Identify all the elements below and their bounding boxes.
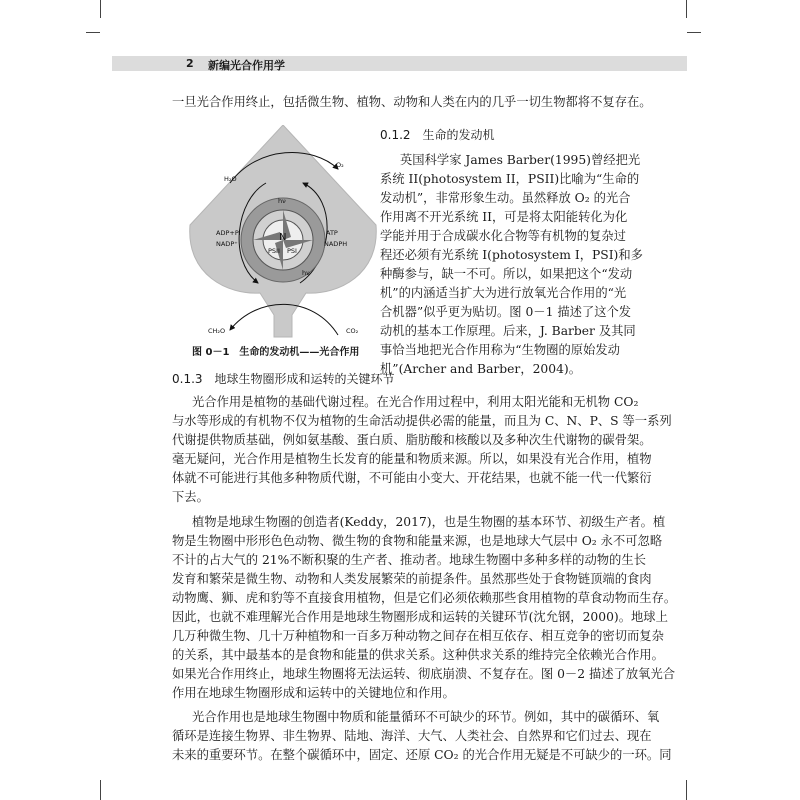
text-line: 动机的基本工作原理。后来，J. Barber 及其同 — [380, 324, 636, 338]
text-line: 光合作用是植物的基础代谢过程。在光合作用过程中，利用太阳光能和无机物 CO₂ — [192, 395, 639, 409]
label-atp: ATP — [326, 229, 338, 237]
text-line: 作用在地球生物圈形成和运转中的关键地位和作用。 — [172, 686, 455, 700]
text-line: 的关系，其中最基本的是食物和能量的供求关系。这种供求关系的维持完全依赖光合作用。 — [172, 648, 664, 662]
text-line: 事恰当地把光合作用称为“生物圈的原始发动 — [380, 343, 620, 357]
text-line: 光合作用也是地球生物圈中物质和能量循环不可缺少的环节。例如，其中的碳循环、氧 — [192, 710, 660, 724]
book-title: 新编光合作用学 — [208, 59, 285, 72]
label-psii: PSII — [268, 247, 280, 255]
page-number: 2 — [186, 57, 194, 70]
intro-line: 一旦光合作用终止，包括微生物、植物、动物和人类在内的几乎一切生物都将不复存在。 — [172, 95, 652, 109]
crop-mark — [686, 780, 687, 800]
label-co2: CO₂ — [346, 327, 359, 335]
label-adp: ADP+Pi — [216, 229, 241, 237]
text-line: 英国科学家 James Barber(1995)曾经把光 — [400, 153, 641, 167]
text-line: 体就不可能进行其他多种物质代谢，不可能由小变大、开花结果，也就不能一代一代繁衍 — [172, 471, 652, 485]
text-line: 种酶参与，缺一不可。所以，如果把这个“发动 — [380, 267, 633, 281]
text-line: 代谢提供物质基础，例如氨基酸、蛋白质、脂肪酸和核酸以及多种次生代谢物的碳骨架。 — [172, 433, 652, 447]
text-line: 发动机”，非常形象生动。虽然释放 O₂ 的光合 — [380, 191, 631, 205]
text-line: 作用离不开光系统 II，可是将太阳能转化为化 — [380, 210, 628, 224]
text-line: 物是生物圈中形形色色动物、微生物的食物和能量来源，也是地球大气层中 O₂ 永不可忽略 — [172, 534, 663, 548]
label-engine-mark: N — [279, 232, 287, 243]
text-line: 不计的占大气的 21%不断积聚的生产者、推动者。地球生物圈中多种多样的动物的生长 — [172, 553, 646, 567]
text-line: 机”的内涵适当扩大为进行放氧光合作用的“光 — [380, 286, 627, 300]
text-line: 如果光合作用终止，地球生物圈将无法运转、彻底崩溃、不复存在。图 0－2 描述了放氧光合 — [172, 667, 676, 681]
text-line: 毫无疑问，光合作用是植物生长发育的能量和物质来源。所以，如果没有光合作用，植物 — [172, 452, 652, 466]
text-line: 几万种微生物、几十万种植物和一百多万种动物之间存在相互依存、相互竞争的密切而复杂 — [172, 629, 664, 643]
figure-caption: 图 0－1 生命的发动机——光合作用 — [192, 347, 360, 358]
text-line: 动物鹰、狮、虎和豹等不直接食用植物，但是它们必须依赖那些食用植物的草食动物而生存。 — [172, 591, 677, 605]
label-psi: PSI — [287, 247, 297, 255]
text-line: 系统 II(photosystem II，PSII)比喻为“生命的 — [380, 172, 640, 186]
label-nadp: NADP⁺ — [216, 240, 238, 248]
text-line: 程还必须有光系统 I(photosystem I，PSI)和多 — [380, 248, 643, 262]
text-line: 机”(Archer and Barber，2004)。 — [380, 362, 582, 376]
text-line: 因此，也就不难理解光合作用是地球生物圈形成和运转的关键环节(沈允钢，2000)。地球上 — [172, 610, 668, 624]
crop-mark — [686, 0, 687, 18]
figure-life-engine — [188, 125, 378, 340]
crop-mark — [100, 0, 101, 18]
label-o2: O₂ — [336, 161, 344, 169]
text-line: 发育和繁荣是微生物、动物和人类发展繁荣的前提条件。虽然那些处于食物链顶端的食肉 — [172, 572, 652, 586]
text-line: 合机器”似乎更为贴切。图 0－1 描述了这个发 — [380, 305, 632, 319]
crop-mark — [100, 780, 101, 800]
text-line: 未来的重要环节。在整个碳循环中，固定、还原 CO₂ 的光合作用无疑是不可缺少的一环。同 — [172, 748, 672, 762]
section-heading-0-1-2: 0.1.2 生命的发动机 — [380, 128, 495, 142]
text-line: 循环是连接生物界、非生物界、陆地、海洋、大气、人类社会、自然界和它们过去、现在 — [172, 729, 652, 743]
label-ch2o: CH₂O — [208, 327, 226, 335]
label-nadph: NADPH — [324, 240, 348, 248]
section-heading-0-1-3: 0.1.3 地球生物圈形成和运转的关键环节 — [172, 372, 395, 386]
text-line: 下去。 — [172, 490, 209, 504]
label-hv-bottom: hν — [302, 269, 310, 277]
text-line: 与水等形成的有机物不仅为植物的生命活动提供必需的能量，而且为 C、N、P、S 等一系列 — [172, 414, 672, 428]
label-hv-top: hν — [278, 197, 286, 205]
crop-mark — [86, 32, 100, 33]
label-h2o: H₂O — [224, 175, 237, 183]
crop-mark — [687, 32, 701, 33]
text-line: 植物是地球生物圈的创造者(Keddy，2017)，也是生物圈的基本环节、初级生产者。植 — [192, 515, 666, 529]
running-header-bar — [112, 56, 687, 71]
text-line: 学能并用于合成碳水化合物等有机物的复杂过 — [380, 229, 626, 243]
